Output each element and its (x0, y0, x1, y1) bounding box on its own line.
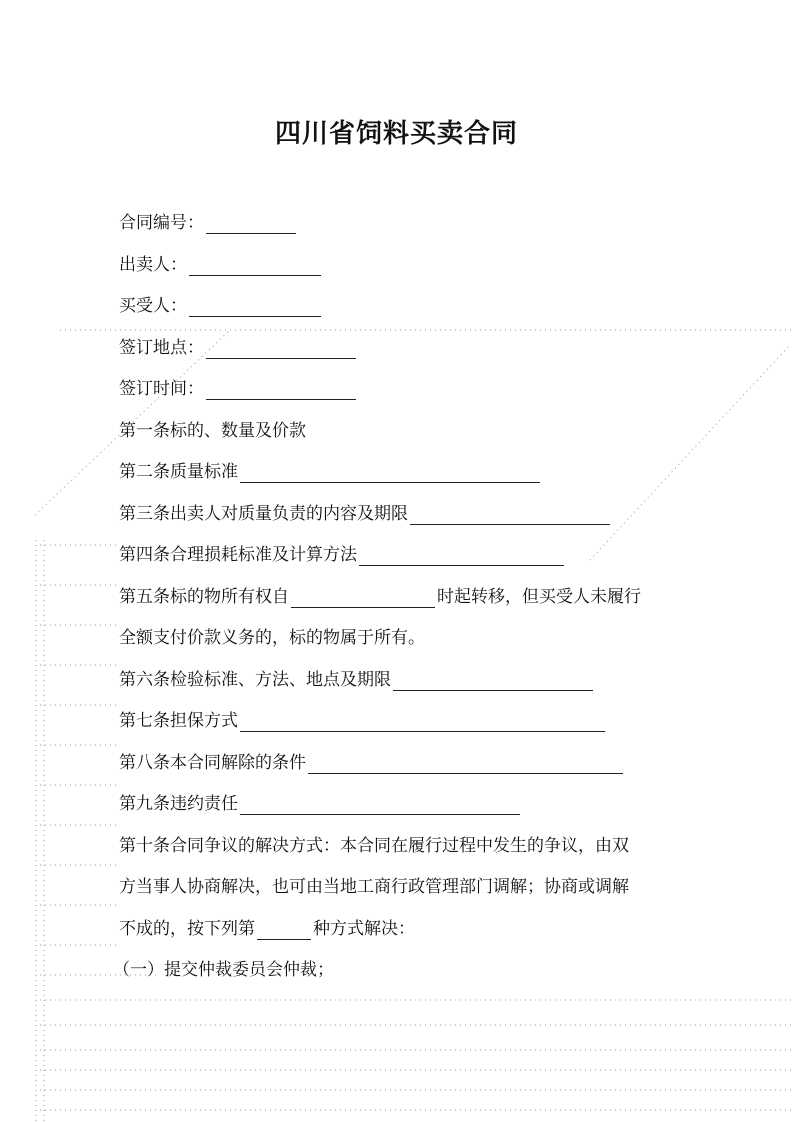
article-10-line-2 (119, 876, 629, 898)
article-2 (119, 461, 542, 483)
article-3-text: 第三条出卖人对质量负责的内容及期限 (119, 504, 408, 524)
article-9 (119, 793, 522, 815)
article-10-line-3 (119, 918, 415, 940)
buyer-label: 买受人： (119, 296, 187, 316)
sign-time-row (119, 378, 358, 400)
article-5-text-line2: 全额支付价款义务的，标的物属于所有。 (119, 628, 425, 648)
sign-place-row (119, 337, 358, 359)
article-9-blank[interactable] (240, 796, 520, 815)
sign-time-label: 签订时间： (119, 379, 204, 399)
article-10-text-line3-part2: 种方式解决： (313, 919, 415, 939)
article-1 (119, 420, 306, 442)
article-5-line-2 (119, 627, 425, 649)
article-4-blank[interactable] (359, 547, 564, 566)
article-5-text-part2: 时起转移，但买受人未履行 (437, 587, 641, 607)
article-6-blank[interactable] (393, 672, 593, 691)
article-1-text: 第一条标的、数量及价款 (119, 421, 306, 441)
article-4-text: 第四条合理损耗标准及计算方法 (119, 545, 357, 565)
article-10-line-1 (119, 835, 629, 857)
article-6 (119, 669, 595, 691)
article-3 (119, 503, 612, 525)
sign-place-blank[interactable] (206, 340, 356, 359)
contract-number-blank[interactable] (206, 215, 296, 234)
article-6-text: 第六条检验标准、方法、地点及期限 (119, 670, 391, 690)
article-2-text: 第二条质量标准 (119, 462, 238, 482)
article-8 (119, 752, 625, 774)
seller-row (119, 254, 323, 276)
dispute-option-1-text: （一）提交仲裁委员会仲裁； (113, 960, 334, 980)
article-10-method-blank[interactable] (257, 921, 311, 940)
dispute-option-1 (113, 959, 334, 981)
article-4 (119, 544, 566, 566)
article-10-text-line3-part1: 不成的，按下列第 (119, 919, 255, 939)
seller-blank[interactable] (189, 257, 321, 276)
article-8-text: 第八条本合同解除的条件 (119, 753, 306, 773)
article-8-blank[interactable] (308, 755, 623, 774)
article-10-text-line1: 第十条合同争议的解决方式：本合同在履行过程中发生的争议，由双 (119, 836, 629, 856)
article-9-text: 第九条违约责任 (119, 794, 238, 814)
article-2-blank[interactable] (240, 464, 540, 483)
article-5-blank[interactable] (291, 589, 435, 608)
article-7-text: 第七条担保方式 (119, 711, 238, 731)
seller-label: 出卖人： (119, 255, 187, 275)
sign-place-label: 签订地点： (119, 338, 204, 358)
buyer-blank[interactable] (189, 298, 321, 317)
buyer-row (119, 295, 323, 317)
article-7 (119, 710, 607, 732)
contract-number-label: 合同编号： (119, 213, 204, 233)
article-5-text-part1: 第五条标的物所有权自 (119, 587, 289, 607)
sign-time-blank[interactable] (206, 381, 356, 400)
article-7-blank[interactable] (240, 713, 605, 732)
contract-number-row (119, 212, 298, 234)
article-10-text-line2: 方当事人协商解决，也可由当地工商行政管理部门调解；协商或调解 (119, 877, 629, 897)
contract-title: 四川省饲料买卖合同 (274, 119, 518, 149)
article-5-line-1 (119, 586, 641, 608)
article-3-blank[interactable] (410, 506, 610, 525)
